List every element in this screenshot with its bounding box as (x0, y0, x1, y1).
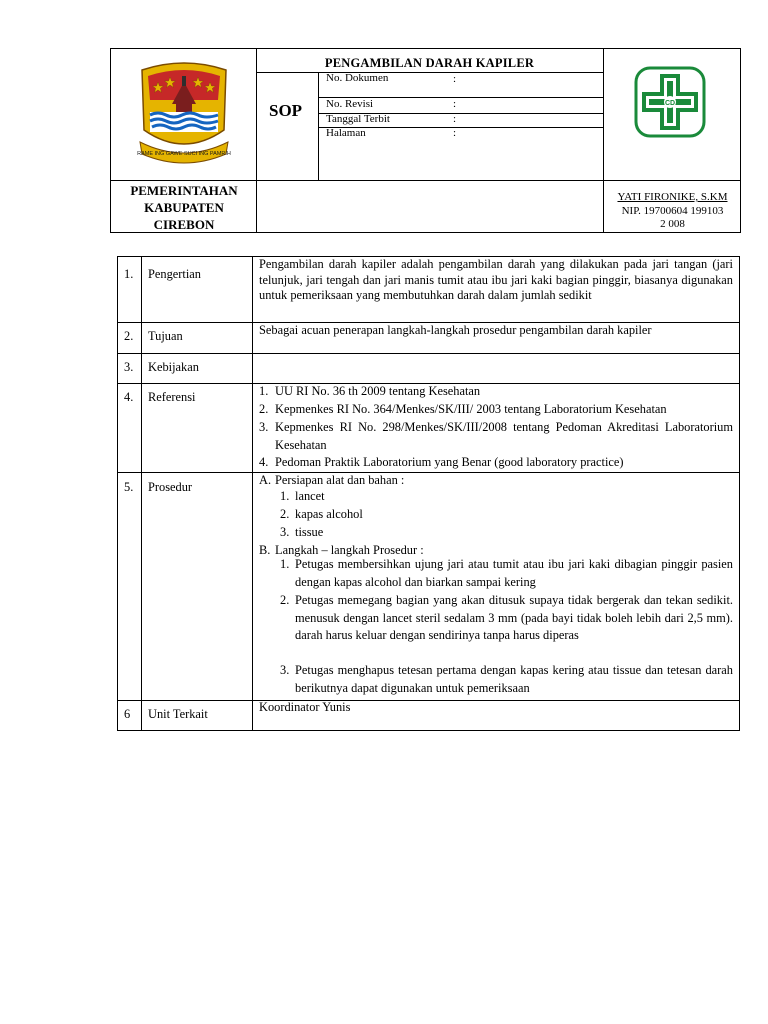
row-number: 1. (124, 267, 134, 281)
referensi-item (259, 401, 733, 419)
item-number: 3. (280, 525, 290, 539)
meta-colon: : (453, 127, 457, 139)
meta-colon: : (453, 98, 457, 110)
section-letter: B. (259, 543, 271, 557)
signatory-name: YATI FIRONIKE, S.KM (617, 191, 728, 203)
item-text: Kepmenkes RI No. 364/Menkes/SK/III/ 2003 tentang Laboratorium Kesehatan (275, 402, 667, 416)
item-number: 1. (280, 489, 290, 503)
section-letter: A. (259, 473, 272, 487)
item-number: 4. (259, 455, 269, 469)
organization-name (112, 182, 256, 233)
signatory-block (604, 191, 741, 232)
table-column-divider (252, 256, 253, 731)
puskesmas-cross-logo (634, 66, 706, 138)
step-item (280, 592, 733, 645)
item-number: 1. (280, 557, 290, 571)
item-number: 3. (259, 420, 269, 434)
item-text: tissue (295, 525, 324, 539)
item-number: 2. (280, 593, 290, 607)
prosedur-section-a (259, 472, 733, 490)
meta-colon: : (453, 73, 457, 85)
cirebon-crest-logo (136, 60, 232, 168)
row-label-prosedur: Prosedur (148, 480, 193, 494)
tool-item (280, 488, 733, 506)
unit-terkait-text: Koordinator Yunis (259, 700, 351, 714)
cross-logo-text: CD (664, 100, 676, 107)
table-row-divider (117, 353, 740, 354)
item-number: 1. (259, 384, 269, 398)
crest-motto: RAME ING GAWE SUCI ING PAMRIH (137, 151, 231, 157)
item-text: Pedoman Praktik Laboratorium yang Benar (good laboratory practice) (275, 455, 624, 469)
tool-item (280, 524, 733, 542)
meta-label-tanggal-terbit: Tanggal Terbit (326, 113, 390, 125)
row-number: 4. (124, 390, 134, 404)
item-text: Petugas membersihkan ujung jari atau tumit atau ibu jari kaki dibagian pinggir pasien dengan kapas alcohol dan biarkan sampai kering (295, 557, 733, 589)
row-number: 3. (124, 360, 134, 374)
row-label-kebijakan: Kebijakan (148, 360, 199, 374)
header-divider (256, 72, 603, 73)
section-title: Langkah – langkah Prosedur : (275, 543, 424, 557)
meta-label-no-dokumen: No. Dokumen (326, 72, 389, 84)
referensi-item (259, 419, 733, 454)
tool-item (280, 506, 733, 524)
row-label-unit-terkait: Unit Terkait (148, 707, 208, 721)
item-text: Kepmenkes RI No. 298/Menkes/SK/III/2008 tentang Pedoman Akreditasi Laboratorium Kesehatan (275, 420, 733, 452)
signatory-nip: NIP. 19700604 199103 (621, 204, 724, 217)
document-title: PENGAMBILAN DARAH KAPILER (324, 56, 535, 70)
meta-label-no-revisi: No. Revisi (326, 98, 374, 110)
org-line: PEMERINTAHAN (130, 183, 238, 198)
item-text: lancet (295, 489, 325, 503)
org-line: KABUPATEN (144, 200, 224, 215)
item-text: Petugas menghapus tetesan pertama dengan kapas kering atau tissue dan tetesan darah berikutnya dapat digunakan untuk pemeriksaan (295, 663, 733, 695)
header-divider (318, 72, 319, 180)
referensi-item (259, 454, 733, 472)
row-label-tujuan: Tujuan (148, 329, 183, 343)
row-label-referensi: Referensi (148, 390, 196, 404)
section-title: Persiapan alat dan bahan : (275, 473, 405, 487)
meta-label-halaman: Halaman (326, 127, 366, 139)
org-line: CIREBON (153, 217, 215, 232)
step-item (280, 662, 733, 697)
item-number: 2. (280, 507, 290, 521)
step-item (280, 556, 733, 591)
header-divider (110, 180, 741, 181)
item-text: Petugas memegang bagian yang akan ditusuk supaya tidak bergerak dan tekan sedikit. menusuk dengan lancet steril sedalam 3 mm (pada bayi tidak boleh lebih dari 2,5 mm). darah harus keluar dengan sendirinya tanpa harus diperas (295, 593, 733, 642)
item-text: UU RI No. 36 th 2009 tentang Kesehatan (275, 384, 481, 398)
row-number: 5. (124, 480, 134, 494)
referensi-item (259, 383, 733, 401)
signatory-nip: 2 008 (660, 218, 685, 230)
item-text: kapas alcohol (295, 507, 363, 521)
row-label-pengertian: Pengertian (148, 267, 201, 281)
table-column-divider (141, 256, 142, 731)
header-divider (256, 48, 257, 233)
sop-label: SOP (269, 101, 303, 120)
row-number: 2. (124, 329, 134, 343)
tujuan-text: Sebagai acuan penerapan langkah-langkah prosedur pengambilan darah kapiler (259, 323, 652, 337)
meta-colon: : (453, 113, 457, 125)
pengertian-text: Pengambilan darah kapiler adalah pengambilan darah yang dilakukan pada jari tangan (jari telunjuk, jari tengah dan jari manis tumit atau ibu jari kaki bagian pinggir, biasanya digunakan untuk pemeriksaan yang membutuhkan darah dalam jumlah sedikit (259, 257, 733, 302)
row-number: 6 (124, 707, 131, 721)
item-number: 3. (280, 663, 290, 677)
item-number: 2. (259, 402, 269, 416)
